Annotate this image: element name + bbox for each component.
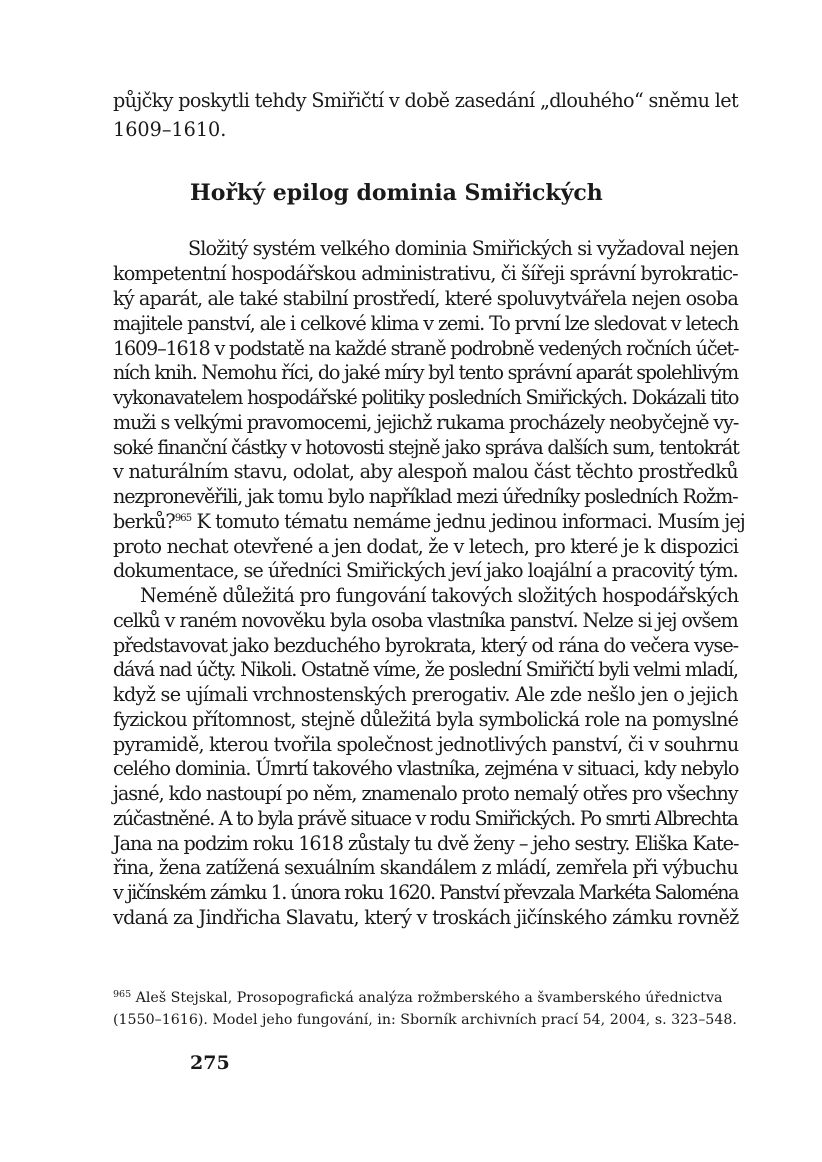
paragraph-line: dává nad účty. Nikoli. Ostatně víme, že poslední Smiřičtí byli velmi mladí, [113,658,738,681]
paragraph-line: nezpronevěřili, jak tomu bylo například mezi úředníky posledních Rožm- [113,485,738,508]
paragraph-line: soké finanční částky v hotovosti stejně jako správa dalších sum, tentokrát [113,436,739,459]
paragraph-line: ký aparát, ale také stabilní prostředí, které spoluvytvářela nejen osoba [113,287,738,310]
paragraph-line: zúčastněné. A to byla právě situace v rodu Smiřických. Po smrti Albrechta [113,807,738,830]
paragraph-line: dokumentace, se úředníci Smiřických jeví jako loajální a pracovitý tým. [113,559,738,582]
paragraph-line: v naturálním stavu, odolat, aby alespoň malou část těchto prostředků [113,460,738,483]
section-heading: Hořký epilog dominia Smiřických [190,180,603,206]
paragraph-line-with-ref [113,510,745,533]
line-text: K tomuto tématu nemáme jednu jedinou informaci. Musím jej [191,510,745,533]
paragraph-line: řina, žena zatížená sexuálním skandálem z mládí, zemřela při výbuchu [113,856,738,879]
paragraph-line: Jana na podzim roku 1618 zůstaly tu dvě ženy – jeho sestry. Eliška Kate- [113,832,739,855]
paragraph-line: majitele panství, ale i celkové klima v zemi. To první lze sledovat v letech [113,312,739,335]
paragraph-line: fyzickou přítomnost, stejně důležitá byla symbolická role na pomyslné [113,708,739,731]
line-text: berků? [113,510,175,533]
paragraph-line: celého dominia. Úmrtí takového vlastníka, zejména v situaci, kdy nebylo [113,757,739,780]
page-number: 275 [190,1052,230,1074]
footnote-line [113,989,722,1006]
footnote-reference: 965 [174,513,192,524]
paragraph-line: vykonavatelem hospodářské politiky posledních Smiřických. Dokázali tito [113,386,739,409]
intro-line: půjčky poskytli tehdy Smiřičtí v době zasedání „dlouhého“ sněmu let [113,89,739,112]
paragraph-line: kompetentní hospodářskou administrativu, či šířeji správní byrokratic- [113,262,738,285]
intro-line: 1609–1610. [113,118,227,141]
paragraph-line: celků v raném novověku byla osoba vlastníka panství. Nelze si jej ovšem [113,609,738,632]
paragraph-line: proto nechat otevřené a jen dodat, že v letech, pro které je k dispozici [113,535,739,558]
paragraph-line: v jičínském zámku 1. února roku 1620. Panství převzala Markéta Saloména [113,881,738,904]
paragraph-line: pyramidě, kterou tvořila společnost jednotlivých panství, či v souhrnu [113,733,739,756]
paragraph-line: vdaná za Jindřicha Slavatu, který v troskách jičínského zámku rovněž [113,906,739,929]
paragraph-line: ních knih. Nemohu říci, do jaké míry byl tento správní aparát spolehlivým [113,361,738,384]
paragraph-line: představovat jako bezduchého byrokrata, který od rána do večera vyse- [113,634,739,657]
footnote-number: 965 [113,989,132,1000]
paragraph-line: když se ujímali vrchnostenských prerogativ. Ale zde nešlo jen o jejich [113,683,738,706]
paragraph-line: Složitý systém velkého dominia Smiřických si vyžadoval nejen [188,237,739,260]
footnote-text: Aleš Stejskal, Prosopografická analýza rožmberského a švamberského úřednictva [131,990,723,1006]
paragraph-line: muži s velkými pravomocemi, jejichž rukama procházely neobyčejně vy- [113,411,739,434]
paragraph-line: Neméně důležitá pro fungování takových složitých hospodářských [140,584,739,607]
footnote-line: (1550–1616). Model jeho fungování, in: Sborník archivních prací 54, 2004, s. 323–548. [113,1012,737,1028]
paragraph-line: 1609–1618 v podstatě na každé straně podrobně vedených ročních účet- [113,337,739,360]
paragraph-line: jasné, kdo nastoupí po něm, znamenalo proto nemalý otřes pro všechny [113,782,738,805]
